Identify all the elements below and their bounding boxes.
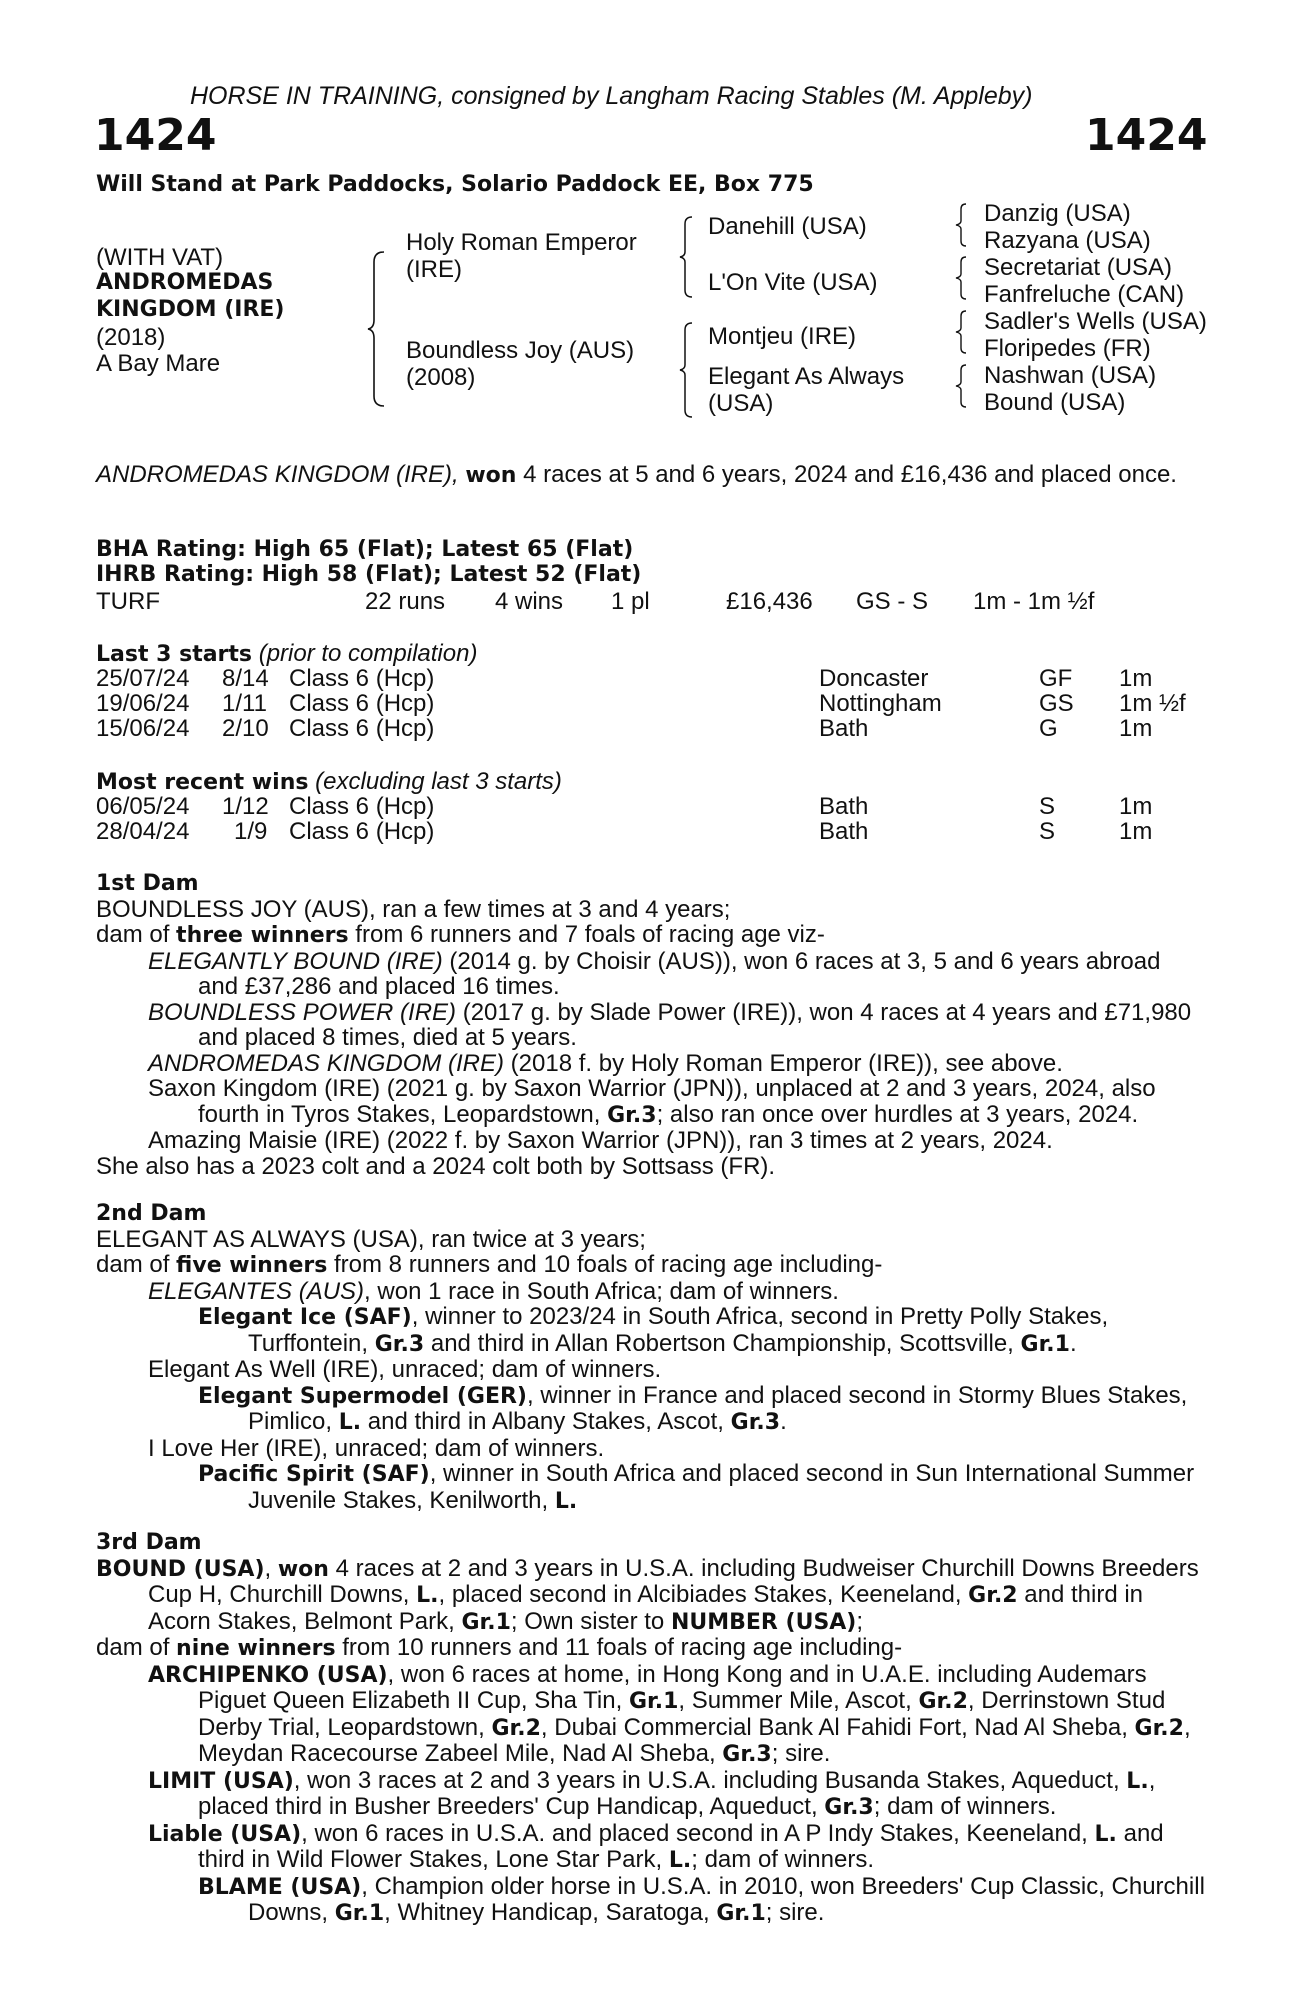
pedigree-brace-g4-2 bbox=[956, 256, 968, 300]
bha-rating: BHA Rating: High 65 (Flat); Latest 65 (Flat) bbox=[96, 537, 634, 562]
g4-entry: Sadler's Wells (USA) bbox=[984, 308, 1207, 335]
second-dam-intro: ELEGANT AS ALWAYS (USA), ran twice at 3 years; bbox=[96, 1225, 646, 1253]
catalogue-page: HORSE IN TRAINING, consigned by Langham Racing Stables (M. Appleby) 1424 1424 Will Stand at Park Paddocks, Solario Paddock EE, Box 775 (WITH VAT) ANDROMEDAS KINGDOM (IRE) (2018) A Bay Mare Holy Roman Emperor (IRE) Boundless Joy (AUS) (2008) Danehill (USA) L'On Vite (USA) Montjeu (IRE) Elegant As Always (USA) Danzig (USA) Razyana (USA) Secretariat (USA) Fanfreluche (CAN) Sadler's Wells (USA) Floripedes (FR) Nashwan (USA) Bound (USA) ANDROMEDAS KINGDOM (IRE), won 4 races at 5 and 6 years, 2024 and £16,436 and placed once. BHA Rating: High 65 (Flat); Latest 65 (Flat) IHRB Rating: High 58 (Flat); Latest 52 (Flat) TURF 22 runs 4 wins 1 pl £16,436 GS - S 1m - 1m ½f Last 3 starts (prior to compilation) 25/07/24 8/14 Class 6 (Hcp) Doncaster GF 1m 19/06/24 1/11 Class 6 (Hcp) Nottingham GS 1m ½f 15/06/24 2/10 Class 6 (Hcp) Bath G 1m Most recent wins (excluding last 3 starts) 06/05/24 1/12 Class 6 (Hcp) Bath S 1m 28/04/24 1/9 Class 6 (Hcp) Bath S 1m 1st Dam BOUNDLESS JOY (AUS), ran a few times at 3 and 4 years; dam of three winners from 6 runners and 7 foals of racing age viz- ELEGANTLY BOUND (IRE) (2014 g. by Choisir (AUS)), won 6 races at 3, 5 and 6 years abroad and £37,286 and placed 16 times. BOUNDLESS POWER (IRE) (2017 g. by Slade Power (IRE)), won 4 races at 4 years and £71,980 and placed 8 times, died at 5 years. ANDROMEDAS KINGDOM (IRE) (2018 f. by Holy Roman Emperor (IRE)), see above. Saxon Kingdom (IRE) (2021 g. by Saxon Warrior (JPN)), unplaced at 2 and 3 years, 2024, also fourth in Tyros Stakes, Leopardstown, Gr.3; also ran once over hurdles at 3 years, 2024. Amazing Maisie (IRE) (2022 f. by Saxon Warrior (JPN)), ran 3 times at 2 years, 2024. She also has a 2023 colt and a 2024 colt both by Sottsass (FR). 2nd Dam ELEGANT AS ALWAYS (USA), ran twice at 3 years; dam of five winners from 8 runners and 10 foals of racing age including- ELEGANTES (AUS), won 1 race in South Africa; dam of winners. Elegant Ice (SAF), winner to 2023/24 in South Africa, second in Pretty Polly Stakes, Turffontein, Gr.3 and third in Allan Robertson Championship, Scottsville, Gr.1. Elegant As Well (IRE), unraced; dam of winners. Elegant Supermodel (GER), winner in France and placed second in Stormy Blues Stakes, Pimlico, L. and third in Albany Stakes, Ascot, Gr.3. I Love Her (IRE), unraced; dam of winners. Pacific Spirit (SAF), winner in South Africa and placed second in Sun International Summer Juvenile Stakes, Kenilworth, L. 3rd Dam BOUND (USA), won 4 races at 2 and 3 years in U.S.A. including Budweiser Churchill Downs Breeders Cup H, Churchill Downs, L., placed second in Alcibiades Stakes, Keeneland, Gr.2 and third in Acorn Stakes, Belmont Park, Gr.1; Own sister to NUMBER (USA); dam of nine winners from 10 runners and 11 foals of racing age including- ARCHIPENKO (USA), won 6 races at home, in Hong Kong and in U.A.E. including Audemars Piguet Queen Elizabeth II Cup, Sha Tin, Gr.1, Summer Mile, Ascot, Gr.2, Derrinstown Stud Derby Trial, Leopardstown, Gr.2, Dubai Commercial Bank Al Fahidi Fort, Nad Al Sheba, Gr.2, Meydan Racecourse Zabeel Mile, Nad Al Sheba, Gr.3; sire. LIMIT (USA), won 3 races at 2 and 3 years in U.S.A. including Busanda Stakes, Aqueduct, L., placed third in Busher Breeders' Cup Handicap, Aqueduct, Gr.3; dam of winners. Liable (USA), won 6 races in U.S.A. and placed second in A P Indy Stakes, Keeneland, L. and third in Wild Flower Stakes, Lone Star Park, L.; dam of winners. BLAME (USA), Champion older horse in U.S.A. in 2010, won Breeders' Cup Classic, Churchill Downs, Gr.1, Whitney Handicap, Saratoga, Gr.1; sire. bbox=[94, 82, 1208, 1926]
g4-entry: Danzig (USA) bbox=[984, 200, 1131, 227]
horse-year: (2018) bbox=[96, 324, 166, 351]
g4-entry: Floripedes (FR) bbox=[984, 335, 1151, 362]
turf-surface: TURF bbox=[96, 588, 160, 615]
pedigree-brace-g4-1 bbox=[956, 203, 968, 247]
summary-horse-name: ANDROMEDAS KINGDOM (IRE), bbox=[96, 461, 459, 488]
first-dam-intro: BOUNDLESS JOY (AUS), ran a few times at 3 and 4 years; bbox=[96, 895, 731, 923]
produce-entry: ANDROMEDAS KINGDOM (IRE) (2018 f. by Holy Roman Emperor (IRE)), see above. bbox=[148, 1049, 1063, 1077]
produce-entry: ELEGANTLY BOUND (IRE) (2014 g. by Choisir (AUS)), won 6 races at 3, 5 and 6 years abroad and £37,286 and placed 16 times. bbox=[148, 947, 1161, 1000]
produce-entry: I Love Her (IRE), unraced; dam of winners. bbox=[148, 1434, 605, 1462]
sire-name-line1: Holy Roman Emperor bbox=[406, 229, 637, 256]
produce-entry: Pacific Spirit (SAF), winner in South Africa and placed second in Sun International Summer Juvenile Stakes, Kenilworth, L. bbox=[198, 1460, 1195, 1514]
section-heading: 3rd Dam bbox=[96, 1530, 202, 1555]
turf-wins: 4 wins bbox=[495, 588, 564, 615]
turf-distance: 1m - 1m ½f bbox=[973, 588, 1095, 615]
sire-dam: L'On Vite (USA) bbox=[708, 269, 878, 296]
horse-name-line2: KINGDOM (IRE) bbox=[96, 297, 285, 322]
recent-wins-heading: Most recent wins (excluding last 3 starts) bbox=[96, 768, 562, 795]
produce-entry: Elegant Ice (SAF), winner to 2023/24 in South Africa, second in Pretty Polly Stakes, Turffontein, Gr.3 and third in Allan Robertson Championship, Scottsville, Gr.1. bbox=[198, 1303, 1109, 1357]
pedigree-brace-sire bbox=[680, 216, 694, 298]
g4-entry: Razyana (USA) bbox=[984, 227, 1151, 254]
produce-entry: Amazing Maisie (IRE) (2022 f. by Saxon Warrior (JPN)), ran 3 times at 2 years, 2024. bbox=[148, 1127, 1053, 1154]
second-dam-summary: dam of five winners from 8 runners and 10 foals of racing age including- bbox=[96, 1251, 883, 1278]
produce-entry: Liable (USA), won 6 races in U.S.A. and placed second in A P Indy Stakes, Keeneland, L. and third in Wild Flower Stakes, Lone Star Park, L.; dam of winners. bbox=[148, 1819, 1164, 1873]
produce-entry: BLAME (USA), Champion older horse in U.S.A. in 2010, won Breeders' Cup Classic, Churchill Downs, Gr.1, Whitney Handicap, Saratoga, Gr.1; sire. bbox=[198, 1872, 1205, 1926]
third-dam-intro: BOUND (USA), won 4 races at 2 and 3 years in U.S.A. including Budweiser Churchill Downs Breeders Cup H, Churchill Downs, L., placed second in Alcibiades Stakes, Keeneland, Gr.2 and third in Acorn Stakes, Belmont Park, Gr.1; Own sister to NUMBER (USA); bbox=[96, 1554, 1199, 1635]
turf-going: GS - S bbox=[856, 588, 929, 615]
section-heading: 2nd Dam bbox=[96, 1201, 207, 1226]
consignment-line: HORSE IN TRAINING, consigned by Langham Racing Stables (M. Appleby) bbox=[190, 82, 1033, 110]
sire-sire: Danehill (USA) bbox=[708, 213, 867, 240]
produce-entry: LIMIT (USA), won 3 races at 2 and 3 years in U.S.A. including Busanda Stakes, Aqueduct, L., placed third in Busher Breeders' Cup Handicap, Aqueduct, Gr.3; dam of winners. bbox=[148, 1766, 1156, 1820]
produce-entry: BOUNDLESS POWER (IRE) (2017 g. by Slade Power (IRE)), won 4 races at 4 years and £71,980 and placed 8 times, died at 5 years. bbox=[148, 998, 1192, 1051]
summary-won: won bbox=[465, 463, 517, 488]
pedigree-brace-g4-4 bbox=[956, 364, 968, 408]
produce-entry: Elegant Supermodel (GER), winner in France and placed second in Stormy Blues Stakes, Pimlico, L. and third in Albany Stakes, Ascot, Gr.3. bbox=[198, 1381, 1188, 1435]
pedigree-brace-main bbox=[368, 250, 388, 408]
third-dam-section bbox=[96, 1529, 1206, 1927]
horse-description: A Bay Mare bbox=[96, 350, 221, 377]
third-dam-summary: dam of nine winners from 10 runners and 11 foals of racing age including- bbox=[96, 1634, 903, 1661]
first-dam-section bbox=[96, 870, 1206, 1179]
vat-note: (WITH VAT) bbox=[96, 244, 224, 271]
produce-entry: Elegant As Well (IRE), unraced; dam of winners. bbox=[148, 1356, 662, 1383]
dam-name-line2: (2008) bbox=[406, 364, 476, 391]
stabling-line: Will Stand at Park Paddocks, Solario Paddock EE, Box 775 bbox=[96, 172, 814, 197]
race-summary bbox=[96, 462, 1206, 489]
lot-number-left: 1424 bbox=[94, 110, 217, 161]
produce-entry: ELEGANTES (AUS), won 1 race in South Africa; dam of winners. bbox=[148, 1277, 839, 1305]
turf-prize: £16,436 bbox=[726, 588, 813, 615]
dam-name-line1: Boundless Joy (AUS) bbox=[406, 337, 635, 364]
g4-entry: Fanfreluche (CAN) bbox=[984, 281, 1185, 308]
last-starts-heading: Last 3 starts (prior to compilation) bbox=[96, 640, 478, 667]
lot-number-right: 1424 bbox=[1085, 110, 1208, 161]
turf-runs: 22 runs bbox=[365, 588, 446, 615]
g4-entry: Nashwan (USA) bbox=[984, 362, 1157, 389]
g4-entry: Bound (USA) bbox=[984, 389, 1126, 416]
turf-placed: 1 pl bbox=[611, 588, 650, 615]
pedigree-brace-dam bbox=[680, 322, 694, 418]
produce-entry: ARCHIPENKO (USA), won 6 races at home, in Hong Kong and in U.A.E. including Audemars Piguet Queen Elizabeth II Cup, Sha Tin, Gr.1, Summer Mile, Ascot, Gr.2, Derrinstown Stud Derby Trial, Leopardstown, Gr.2, Dubai Commercial Bank Al Fahidi Fort, Nad Al Sheba, Gr.2, Meydan Racecourse Zabeel Mile, Nad Al Sheba, Gr.3; sire. bbox=[148, 1660, 1191, 1767]
first-dam-footer: She also has a 2023 colt and a 2024 colt both by Sottsass (FR). bbox=[96, 1152, 776, 1180]
produce-entry: Saxon Kingdom (IRE) (2021 g. by Saxon Warrior (JPN)), unplaced at 2 and 3 years, 2024, also fourth in Tyros Stakes, Leopardstown, Gr.3; also ran once over hurdles at 3 years, 2024. bbox=[148, 1075, 1156, 1128]
first-dam-summary: dam of three winners from 6 runners and 7 foals of racing age viz- bbox=[96, 921, 825, 948]
horse-name-line1: ANDROMEDAS bbox=[96, 270, 274, 295]
section-heading: 1st Dam bbox=[96, 871, 199, 896]
ihrb-rating: IHRB Rating: High 58 (Flat); Latest 52 (Flat) bbox=[96, 562, 642, 587]
dam-sire: Montjeu (IRE) bbox=[708, 323, 857, 350]
second-dam-section bbox=[96, 1200, 1206, 1514]
summary-text: 4 races at 5 and 6 years, 2024 and £16,436 and placed once. bbox=[516, 461, 1177, 488]
sire-name-line2: (IRE) bbox=[406, 256, 462, 283]
dam-dam-line2: (USA) bbox=[708, 390, 774, 417]
dam-dam-line1: Elegant As Always bbox=[708, 363, 905, 390]
g4-entry: Secretariat (USA) bbox=[984, 254, 1173, 281]
pedigree-brace-g4-3 bbox=[956, 310, 968, 354]
